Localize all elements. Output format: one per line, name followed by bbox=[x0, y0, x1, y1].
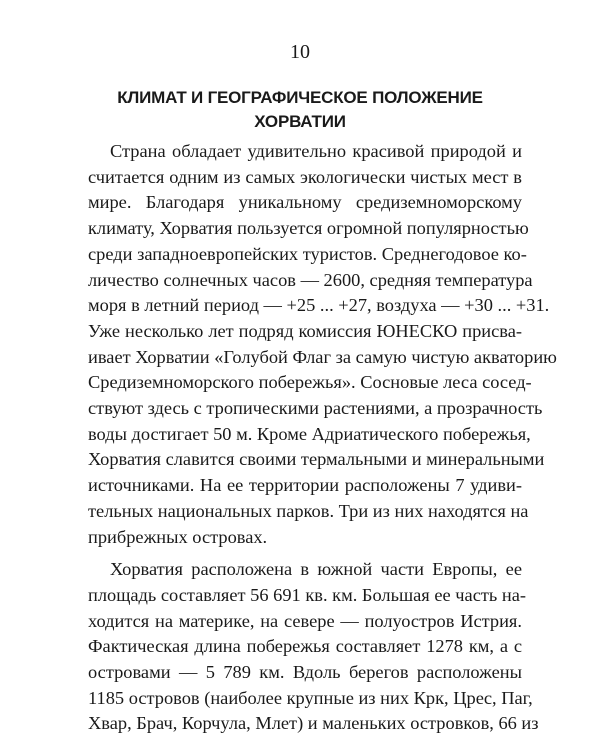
paragraph-2 bbox=[88, 557, 539, 737]
text-line: мире. Благодаря уникальному средиземноморскому bbox=[88, 192, 522, 213]
text-line: прибрежных островах. bbox=[88, 526, 268, 547]
text-line: Уже несколько лет подряд комиссия ЮНЕСКО присва- bbox=[88, 320, 522, 341]
chapter-title-line-1: КЛИМАТ И ГЕОГРАФИЧЕСКОЕ ПОЛОЖЕНИЕ bbox=[117, 88, 483, 107]
text-line: Хвар, Брач, Корчула, Млет) и маленьких островков, 66 из bbox=[88, 713, 539, 734]
text-line: воды достигает 50 м. Кроме Адриатического побережья, bbox=[88, 423, 531, 444]
text-line: островами — 5 789 км. Вдоль берегов расположены bbox=[88, 662, 522, 683]
page-number: 10 bbox=[290, 41, 310, 63]
text-line: тельных национальных парков. Три из них находятся на bbox=[88, 500, 529, 521]
text-line: климату, Хорватия пользуется огромной популярностью bbox=[88, 218, 529, 239]
text-line: Хорватия славится своими термальными и минеральными bbox=[88, 449, 545, 470]
text-line: Хорватия расположена в южной части Европы, ее bbox=[110, 559, 522, 580]
text-line: ствуют здесь с тропическими растениями, а прозрачность bbox=[88, 398, 543, 419]
text-line: Средиземноморского побережья». Сосновые леса сосед- bbox=[88, 372, 532, 393]
text-line: Фактическая длина побережья составляет 1278 км, а с bbox=[88, 636, 522, 657]
text-line: среди западноевропейских туристов. Среднегодовое ко- bbox=[88, 243, 527, 264]
body-text bbox=[88, 139, 557, 737]
text-line: площадь составляет 56 691 кв. км. Большая ее часть на- bbox=[88, 584, 527, 605]
text-line: ивает Хорватии «Голубой Флаг за самую чистую акваторию bbox=[88, 346, 557, 367]
text-line: источниками. На ее территории расположены 7 удиви- bbox=[88, 475, 522, 496]
text-line: моря в летний период — +25 ... +27, воздуха — +30 ... +31. bbox=[88, 295, 550, 316]
text-line: Страна обладает удивительно красивой природой и bbox=[110, 141, 522, 161]
chapter-title-line-2: ХОРВАТИИ bbox=[254, 112, 346, 131]
text-line: 1185 островов (наиболее крупные из них Крк, Цpec, Паг, bbox=[88, 687, 533, 708]
chapter-title bbox=[60, 86, 540, 134]
text-line: считается одним из самых экологически чистых мест в bbox=[88, 166, 522, 187]
text-line: личество солнечных часов — 2600, средняя температура bbox=[88, 269, 533, 290]
paragraph-1 bbox=[88, 139, 557, 550]
text-line: ходится на материке, на севере — полуостров Истрия. bbox=[88, 610, 522, 631]
